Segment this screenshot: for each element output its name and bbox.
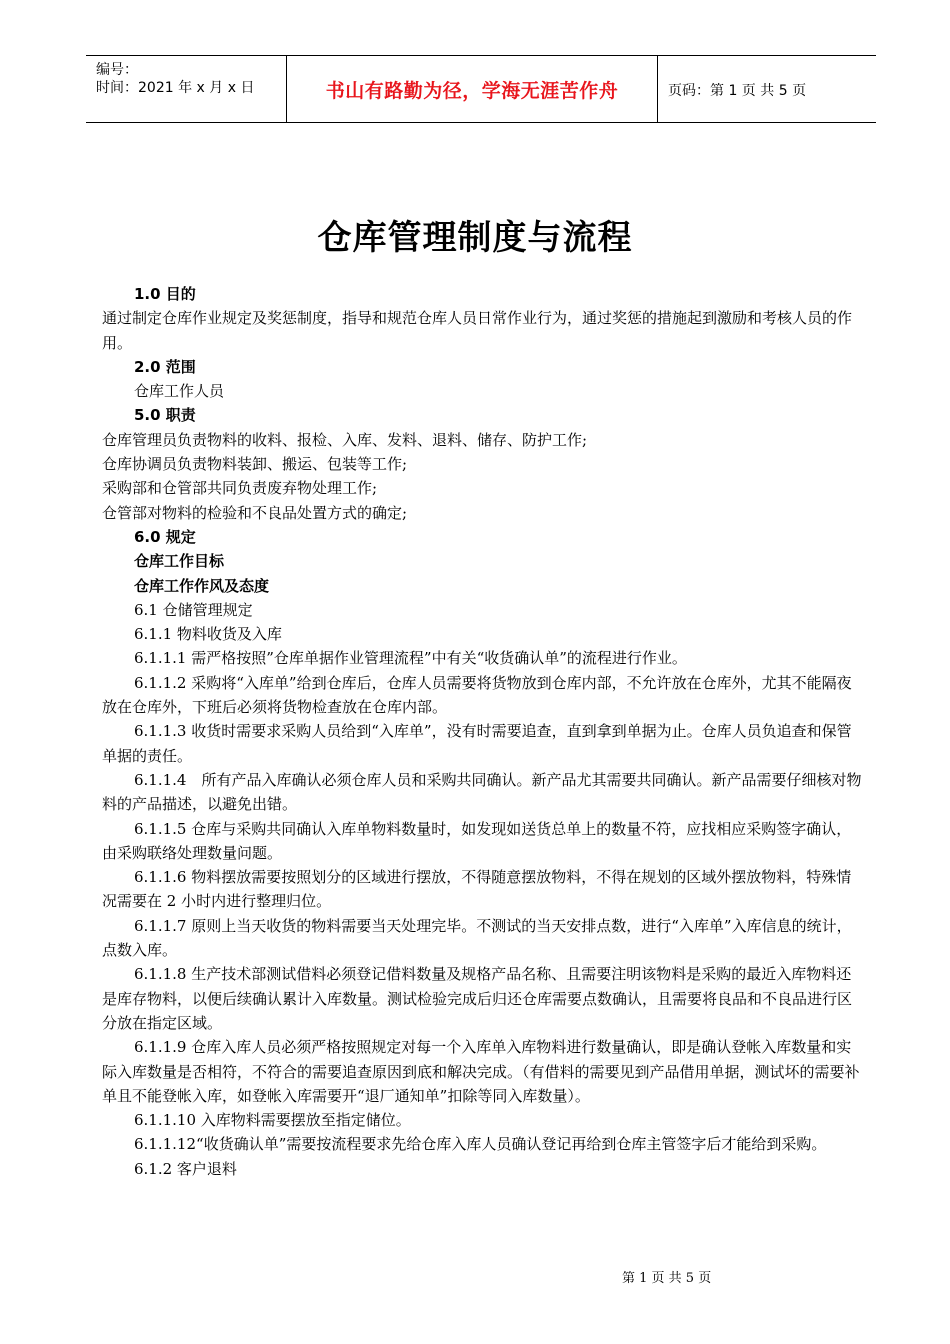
page-footer: 第 1 页 共 5 页	[622, 1271, 712, 1286]
rule-paragraph: 6.1.1.8 生产技术部测试借料必须登记借料数量及规格产品名称、且需要注明该物料是采购的最近入库物料还是库存物料，以便后续确认累计入库数量。测试检验完成后归还仓库需要点数确认，且需要将良品和不良品进行区分放在指定区域。	[102, 965, 853, 1032]
rule-paragraph: 6.1.1.10 入库物料需要摆放至指定储位。	[134, 1111, 411, 1130]
document-body	[102, 282, 862, 1181]
paragraph-scope: 仓库工作人员	[134, 382, 225, 401]
document-time: 时间：2021 年 x 月 x 日	[96, 80, 255, 96]
rule-paragraph: 6.1.1.2 采购将“入库单”给到仓库后，仓库人员需要将货物放到仓库内部，不允许放在仓库外，尤其不能隔夜放在仓库外，下班后必须将货物检查放在仓库内部。	[102, 673, 852, 717]
rule-paragraph: 6.1.1.6 物料摆放需要按照划分的区域进行摆放，不得随意摆放物料，不得在规划的区域外摆放物料，特殊情况需要在 2 小时内进行整理归位。	[102, 868, 852, 911]
subheading-attitude: 仓库工作作风及态度	[134, 576, 270, 595]
subheading-receiving: 6.1.1 物料收货及入库	[134, 625, 282, 644]
page-header	[86, 55, 876, 123]
rule-paragraph: 6.1.1.3 收货时需要求采购人员给到“入库单”，没有时需要追查，直到拿到单据为止。仓库人员负追查和保管单据的责任。	[102, 722, 852, 765]
section-heading-purpose: 1.0 目的	[134, 285, 196, 303]
rule-paragraph: 6.1.1.9 仓库入库人员必须严格按照规定对每一个入库单入库物料进行数量确认，即是确认登帐入库数量和实际入库数量是否相符，不符合的需要追查原因到底和解决完成。（有借料的需要见到产品借用单据，测试坏的需要补单且不能登帐入库，如登帐入库需要开“退厂通知单”扣除等同入库数量）。	[102, 1038, 860, 1105]
rule-paragraph: 6.1.1.4 所有产品入库确认必须仓库人员和采购共同确认。新产品尤其需要共同确认。新产品需要仔细核对物料的产品描述，以避免出错。	[102, 770, 862, 814]
document-number-label: 编号：	[96, 62, 138, 78]
rule-paragraph: 6.1.1.7 原则上当天收货的物料需要当天处理完毕。不测试的当天安排点数，进行“入库单”入库信息的统计，点数入库。	[102, 916, 852, 960]
duty-item: 采购部和仓管部共同负责废弃物处理工作;	[102, 479, 378, 498]
subheading-customer-returns: 6.1.2 客户退料	[134, 1159, 237, 1178]
subheading-goals: 仓库工作目标	[134, 552, 225, 571]
section-heading-scope: 2.0 范围	[134, 357, 196, 376]
rule-paragraph: 6.1.1.1 需严格按照”仓库单据作业管理流程”中有关“收货确认单”的流程进行作业。	[134, 649, 687, 668]
duty-item: 仓库协调员负责物料装卸、搬运、包装等工作;	[102, 455, 408, 474]
subheading-storage-rules: 6.1 仓储管理规定	[134, 600, 253, 619]
duty-item: 仓库管理员负责物料的收料、报检、入库、发料、退料、储存、防护工作;	[102, 430, 588, 449]
document-title: 仓库管理制度与流程	[317, 218, 633, 258]
section-heading-duties: 5.0 职责	[134, 406, 196, 425]
section-heading-rules: 6.0 规定	[134, 527, 196, 546]
paragraph-purpose: 通过制定仓库作业规定及奖惩制度，指导和规范仓库人员日常作业行为，通过奖惩的措施起到激励和考核人员的作用。	[102, 309, 853, 352]
header-meta	[96, 61, 254, 97]
header-page-info: 页码：第 1 页 共 5 页	[668, 83, 807, 99]
duty-item: 仓管部对物料的检验和不良品处置方式的确定;	[102, 503, 408, 522]
rule-paragraph: 6.1.1.5 仓库与采购共同确认入库单物料数量时，如发现如送货总单上的数量不符，应找相应采购签字确认，由采购联络处理数量问题。	[102, 819, 852, 862]
rule-paragraph: 6.1.1.12“收货确认单”需要按流程要求先给仓库入库人员确认登记再给到仓库主管签字后才能给到采购。	[134, 1135, 827, 1154]
header-motto: 书山有路勤为径，学海无涯苦作舟	[286, 56, 658, 122]
